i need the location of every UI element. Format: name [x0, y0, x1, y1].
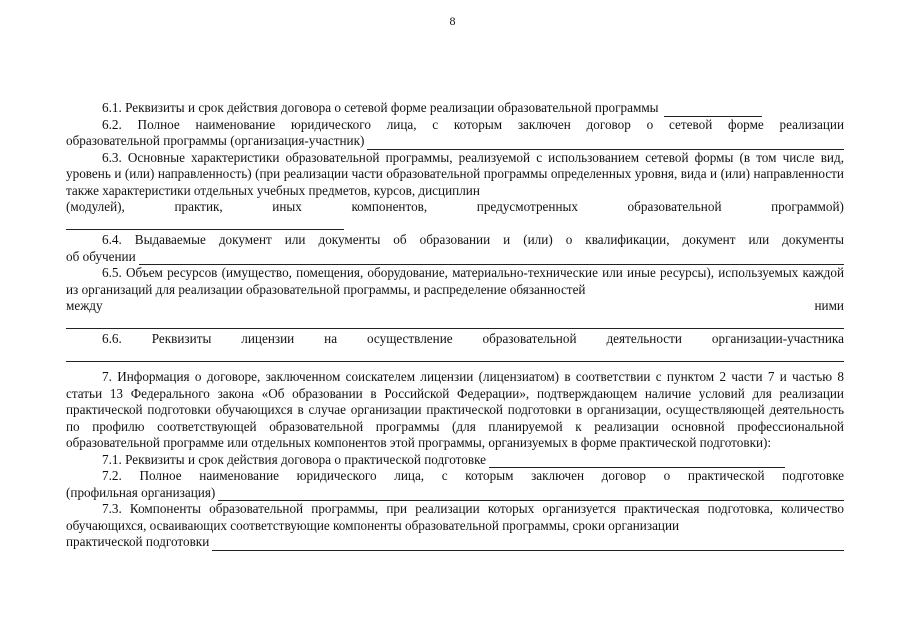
section-7-text: 7. Информация о договоре, заключенном соискателем лицензии (лицензиатом) в соответствии с пунктом 2 части 7 и частью 8 статьи 13 Федерального закона «Об образовании в Российской Федерации», подтверждающем наличие условий для реализации практической подготовки обучающихся в случае организации практической подготовки в организации, осуществляющей деятельность по профилю соответствующей образовательной программы (для планируемой к реализации основной профессиональной образовательной программе или отдельных компонентов этой программы, организуемых в форме практической подготовки): — [66, 369, 844, 450]
word: образовательной — [482, 331, 577, 346]
fill-blank — [66, 315, 844, 329]
section-7-1-text: 7.1. Реквизиты и срок действия договора о практической подготовке — [102, 451, 487, 467]
section-6-6-line — [66, 331, 844, 348]
word: Реквизиты — [151, 331, 212, 346]
fill-blank — [664, 104, 762, 117]
section-6-5-blank — [66, 315, 844, 332]
word: на — [324, 331, 338, 346]
fill-blank — [218, 488, 844, 501]
word: осуществление — [367, 331, 453, 346]
word: компонентов, — [351, 199, 428, 214]
section-6-3-text: 6.3. Основные характеристики образовательной программы, реализуемой с использованием сетевой формы (в том числе вид, уровень и (или) направленность) (при реализации части образовательной программы определенных уровня, вида и (или) направленности также характеристики отдельных учебных предметов, курсов, дисциплин — [66, 149, 844, 198]
section-7-2-line2 — [66, 485, 844, 502]
word: предусмотренных — [476, 199, 578, 214]
section-6-2-line1: 6.2. Полное наименование юридического лица, с которым заключен договор о сетевой форме реализации — [102, 116, 844, 132]
section-6-1 — [66, 100, 844, 117]
page-number: 8 — [449, 14, 456, 28]
section-6-3-blank — [66, 216, 844, 233]
section-7-3-text: 7.3. Компоненты образовательной программы, при реализации которых организуется практическая подготовка, количество обучающихся, осваивающих соответствующие компоненты образовательной программы, сроки организации — [66, 501, 844, 533]
section-7-3-last-line — [66, 534, 844, 551]
section-7-1 — [66, 452, 844, 469]
section-6-4-line1: 6.4. Выдаваемые документ или документы об образовании и (или) о квалификации, документ или документы — [102, 232, 844, 247]
word: практик, — [174, 199, 223, 214]
section-7-3-last-text: практической подготовки — [66, 534, 210, 549]
section-7-2-line1: 7.2. Полное наименование юридического лица, с которым заключен договор о практической подготовке — [102, 468, 844, 483]
section-6-2-line2 — [66, 133, 844, 150]
word: между — [66, 298, 103, 313]
section-6-4-text: об обучении — [66, 248, 136, 264]
word: (модулей), — [66, 199, 125, 214]
fill-blank — [66, 216, 344, 230]
fill-blank — [212, 538, 844, 551]
section-6-3-last-line — [66, 199, 844, 216]
section-6-1-text: 6.1. Реквизиты и срок действия договора о сетевой форме реализации образовательной программы — [102, 100, 659, 115]
word: организации-участника — [711, 331, 844, 346]
word: 6.6. — [102, 331, 122, 346]
word: лицензии — [241, 331, 295, 346]
fill-blank — [66, 348, 844, 362]
section-6-2-text: образовательной программы (организация-участник) — [66, 133, 365, 148]
word: ними — [814, 298, 844, 313]
word: иных — [272, 199, 302, 214]
word: программой) — [771, 199, 844, 214]
word: образовательной — [627, 199, 722, 214]
fill-blank — [489, 455, 785, 468]
section-6-4-line2 — [66, 249, 844, 266]
word: деятельности — [606, 331, 682, 346]
fill-blank — [139, 252, 844, 265]
section-6-5-text: 6.5. Объем ресурсов (имущество, помещения, оборудование, материально-технические или иные ресурсы), используемых каждой из организаций для реализации образовательной программы, и распределение обязанностей — [66, 265, 844, 297]
section-7-2-text: (профильная организация) — [66, 484, 216, 500]
fill-blank — [367, 137, 844, 150]
document-body — [66, 100, 844, 551]
section-6-5-last-line — [66, 298, 844, 315]
section-6-6-blank — [66, 348, 844, 365]
